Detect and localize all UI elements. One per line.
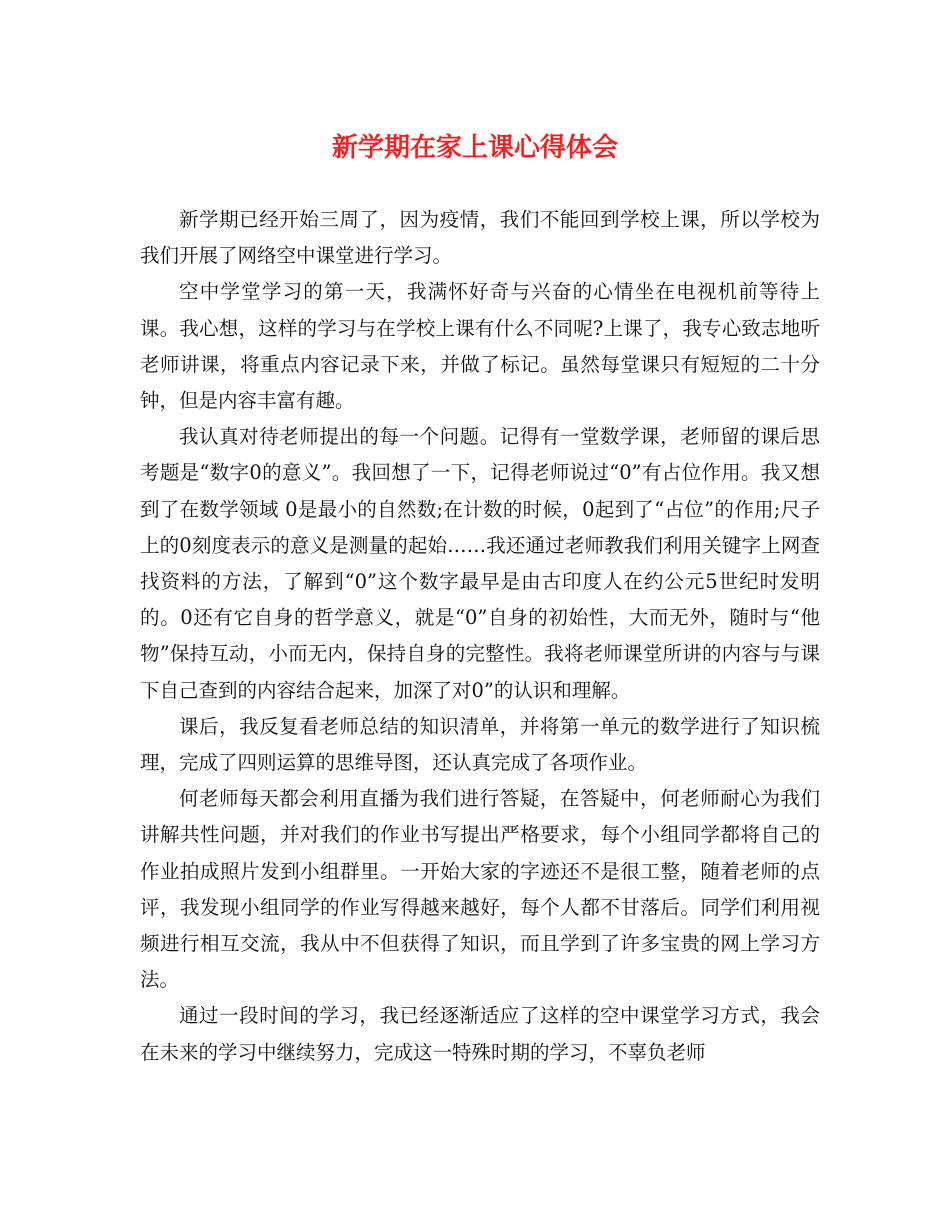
paragraph-5: 何老师每天都会利用直播为我们进行答疑，在答疑中，何老师耐心为我们讲解共性问题，并对我们的作业书写提出严格要求，每个小组同学都将自己的作业拍成照片发到小组群里。一开始大家的字迹还不是很工整，随着老师的点评，我发现小组同学的作业写得越来越好，每个人都不甘落后。同学们利用视频进行相互交流，我从中不但获得了知识，而且学到了许多宝贵的网上学习方法。 [140,787,820,992]
paragraph-3: 我认真对待老师提出的每一个问题。记得有一堂数学课，老师留的课后思考题是“数字0的意义”。我回想了一下，记得老师说过“0”有占位作用。我又想到了在数学领域 0是最小的自然数;在计数的时候，0起到了“占位”的作用;尺子上的0刻度表示的意义是测量的起始……我还通过老师教我们利用关键字上网查找资料的方法，了解到“0”这个数字最早是由古印度人在约公元5世纪时发明的。0还有它自身的哲学意义，就是“0”自身的初始性，大而无外，随时与“他物”保持互动，小而无内，保持自身的完整性。我将老师课堂所讲的内容与与课下自己查到的内容结合起来，加深了对0”的认识和理解。 [140,425,820,702]
paragraph-2: 空中学堂学习的第一天，我满怀好奇与兴奋的心情坐在电视机前等待上课。我心想，这样的学习与在学校上课有什么不同呢?上课了，我专心致志地听老师讲课，将重点内容记录下来，并做了标记。虽然每堂课只有短短的二十分钟，但是内容丰富有趣。 [140,280,820,413]
paragraph-6: 通过一段时间的学习，我已经逐渐适应了这样的空中课堂学习方式，我会在未来的学习中继续努力，完成这一特殊时期的学习，不辜负老师 [140,1004,820,1064]
paragraph-4: 课后，我反复看老师总结的知识清单，并将第一单元的数学进行了知识梳理，完成了四则运算的思维导图，还认真完成了各项作业。 [140,714,820,775]
paragraph-1: 新学期已经开始三周了，因为疫情，我们不能回到学校上课，所以学校为我们开展了网络空中课堂进行学习。 [140,208,820,268]
document-body [140,202,820,1071]
document-title: 新学期在家上课心得体会 [331,133,618,163]
